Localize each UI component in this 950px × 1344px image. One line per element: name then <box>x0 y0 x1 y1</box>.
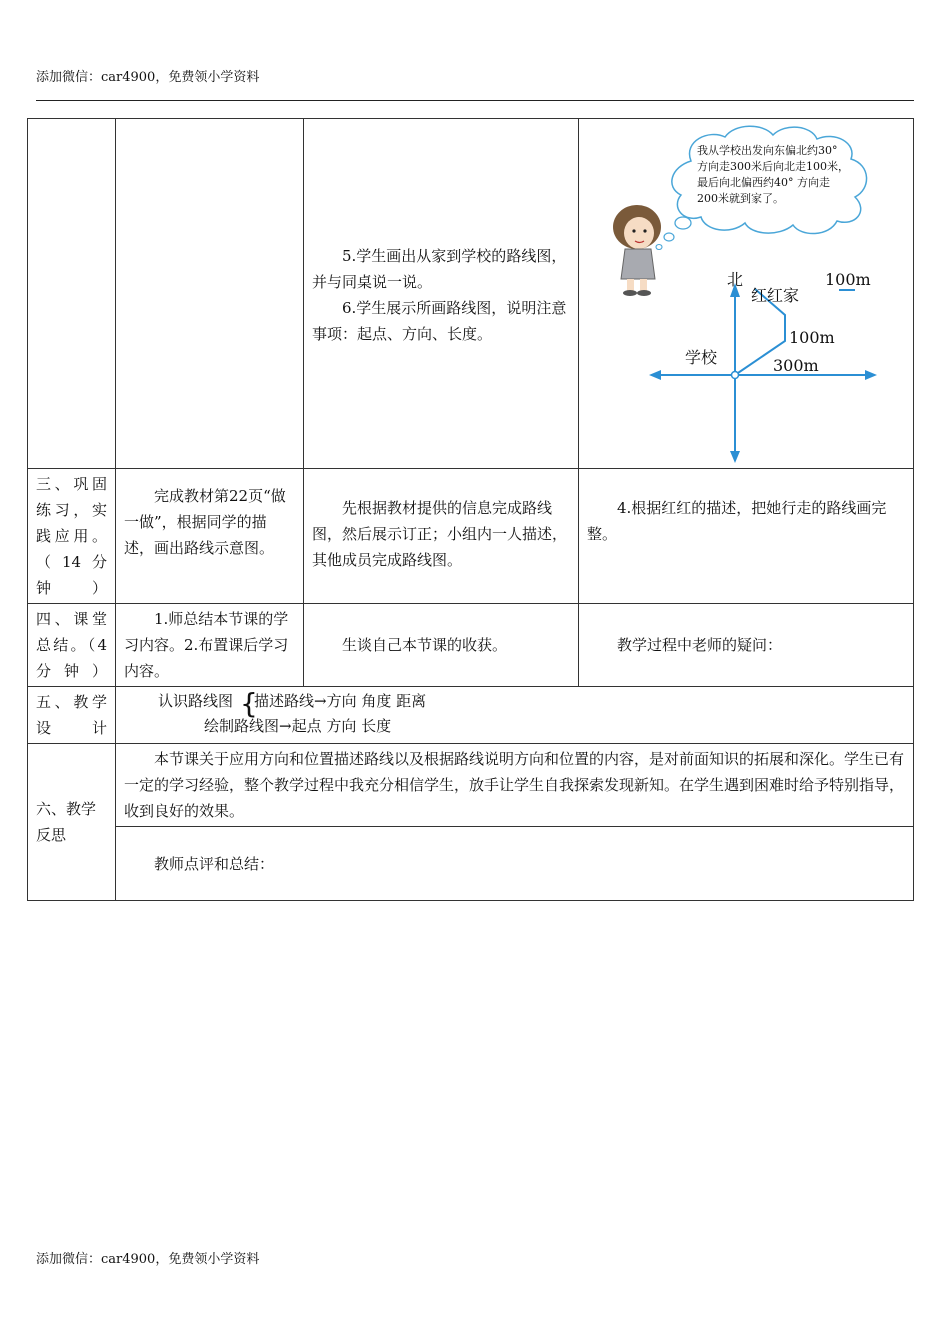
table-row <box>28 827 914 901</box>
row3-note-text: 教学过程中老师的疑问： <box>617 636 783 654</box>
row2-student-text: 先根据教材提供的信息完成路线图，然后展示订正；小组内一人描述，其他成员完成路线图。 <box>312 499 568 569</box>
page-footer: 添加微信：car4900，免费领小学资料 <box>36 1252 260 1267</box>
bubble-dot-medium <box>664 233 674 241</box>
bubble-dot-large <box>675 217 691 229</box>
bubble-line-1: 我从学校出发向东偏北约30° <box>697 144 838 157</box>
table-row <box>28 604 914 687</box>
route-figure <box>579 119 914 468</box>
west-arrow-head <box>649 370 661 380</box>
table-row <box>28 469 914 604</box>
girl-illustration <box>613 205 661 296</box>
step-6: 6.学生展示所画路线图，说明注意事项：起点、方向、长度。 <box>312 299 567 343</box>
row1-teacher-cell <box>116 119 304 469</box>
row2-note <box>579 469 914 604</box>
home-label: 红红家 <box>751 286 800 305</box>
school-label: 学校 <box>685 348 718 367</box>
table-row <box>28 744 914 827</box>
design-left: 认识路线图 <box>158 692 234 710</box>
table-row <box>28 119 914 469</box>
east-arrow-head <box>865 370 877 380</box>
row1-student-cell <box>304 119 579 469</box>
row4-label: 五、教学设计 <box>28 687 116 744</box>
design-bottom: 绘制路线图→起点 方向 长度 <box>204 717 392 735</box>
design-top: 描述路线→方向 角度 距离 <box>254 692 427 710</box>
row5-label: 六、教学反思 <box>28 744 116 901</box>
scale-label: 100m <box>825 270 871 289</box>
row3-teacher-text: 1.师总结本节课的学习内容。2.布置课后学习内容。 <box>124 610 289 680</box>
table-row <box>28 687 914 744</box>
row4-design <box>116 687 914 744</box>
step-5: 5.学生画出从家到学校的路线图，并与同桌说一说。 <box>312 247 567 291</box>
row2-label: 三、巩固练习，实践应用。（14分钟） <box>28 469 116 604</box>
school-point <box>732 372 739 379</box>
header-divider <box>36 100 914 101</box>
bubble-line-4: 200米就到家了。 <box>697 192 784 205</box>
bubble-dot-small <box>656 245 662 250</box>
row3-label: 四、课堂总结。（4分钟） <box>28 604 116 687</box>
comment-text: 教师点评和总结： <box>154 854 275 873</box>
reflection-text: 本节课关于应用方向和位置描述路线以及根据路线说明方向和位置的内容，是对前面知识的拓展和深化。学生已有一定的学习经验，整个教学过程中我充分相信学生，放手让学生自我探索发现新知。在学生遇到困难时给予特别指导，收到良好的效果。 <box>124 750 905 820</box>
segment-1-label: 300m <box>773 356 819 375</box>
page-header: 添加微信：car4900，免费领小学资料 <box>36 70 260 85</box>
lesson-plan-table <box>27 118 914 901</box>
row3-student <box>304 604 579 687</box>
row5-reflection <box>116 744 914 827</box>
segment-2-label: 100m <box>789 328 835 347</box>
design-brace: { <box>240 687 258 720</box>
bubble-line-2: 方向走300米后向北走100米， <box>697 160 849 173</box>
row3-student-text: 生谈自己本节课的收获。 <box>342 636 508 654</box>
row2-student <box>304 469 579 604</box>
row3-teacher <box>116 604 304 687</box>
route-figure-cell <box>579 119 914 469</box>
north-label: 北 <box>727 270 744 289</box>
bubble-line-3: 最后向北偏西约40° 方向走 <box>697 176 830 189</box>
row2-teacher <box>116 469 304 604</box>
row3-note <box>579 604 914 687</box>
row2-note-text: 4.根据红红的描述，把她行走的路线画完整。 <box>587 499 887 543</box>
row5-comment <box>116 827 914 901</box>
south-arrow-head <box>730 451 740 463</box>
row2-teacher-text: 完成教材第22页“做一做”，根据同学的描述，画出路线示意图。 <box>124 487 286 557</box>
row1-label-cell <box>28 119 116 469</box>
